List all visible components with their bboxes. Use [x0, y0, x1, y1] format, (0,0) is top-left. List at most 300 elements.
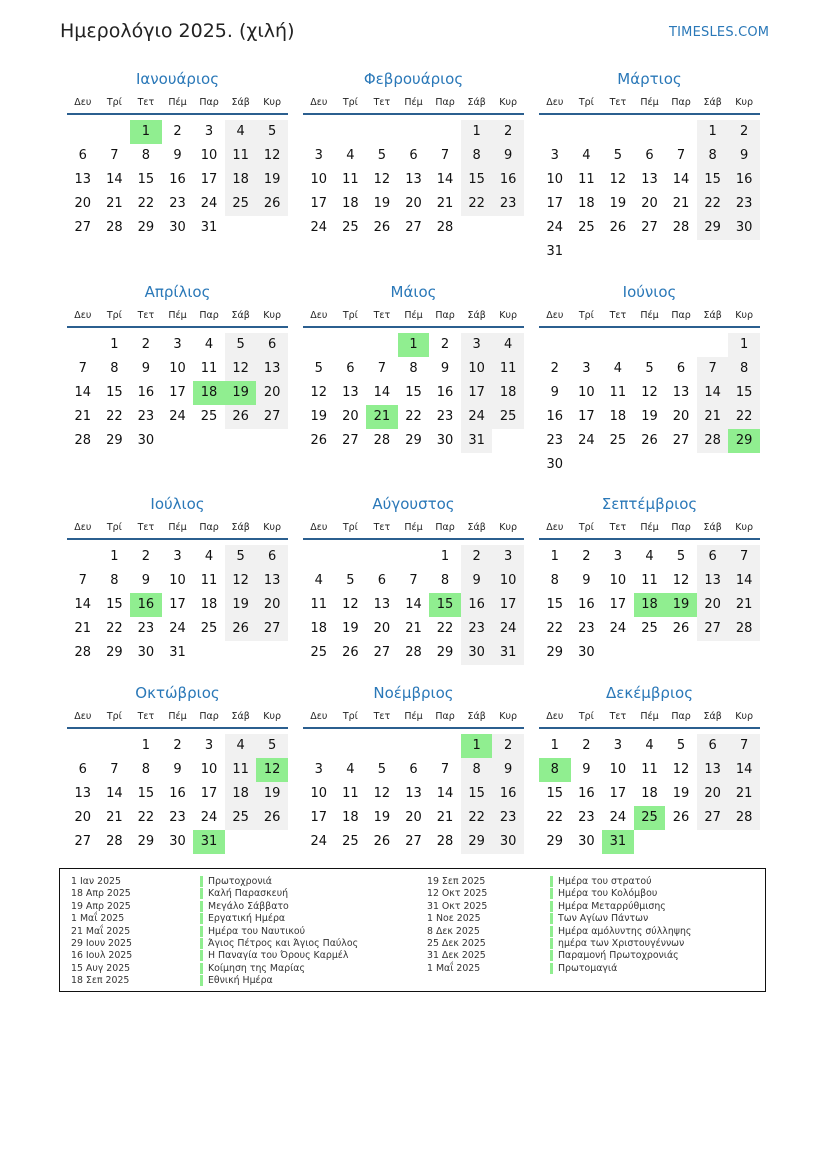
day-cell: 15 — [461, 168, 493, 192]
weekday-header: Τετ — [609, 97, 627, 108]
holiday-name: Κοίμηση της Μαρίας — [200, 963, 305, 974]
weekday-header: Τρί — [106, 310, 122, 321]
day-cell: 31 — [461, 429, 493, 453]
day-cell: 20 — [405, 196, 422, 211]
day-cell: 21 — [74, 621, 92, 636]
day-cell: 8 — [728, 357, 760, 381]
weekday-header: Πέμ — [640, 310, 659, 321]
month-name: Ιανουάριος — [135, 70, 219, 88]
month-header-rule — [303, 113, 524, 115]
holiday-day-cell: 31 — [193, 830, 225, 854]
day-cell: 17 — [169, 597, 186, 612]
holiday-day-cell: 19 — [665, 593, 697, 617]
day-cell: 17 — [310, 196, 328, 211]
day-cell: 2 — [440, 337, 450, 352]
weekday-header: Πέμ — [404, 711, 423, 722]
day-cell: 24 — [169, 621, 186, 636]
weekday-header: Δευ — [310, 711, 328, 722]
holiday-name: Ημέρα αμόλυντης σύλληψης — [550, 926, 691, 937]
day-cell: 29 — [106, 645, 123, 660]
day-cell: 3 — [173, 337, 182, 352]
day-cell: 23 — [578, 810, 595, 825]
day-cell: 26 — [256, 806, 288, 830]
day-cell: 22 — [106, 409, 123, 424]
day-cell: 24 — [546, 220, 564, 235]
day-cell: 11 — [609, 385, 627, 400]
day-cell: 12 — [609, 172, 627, 187]
day-cell: 26 — [225, 617, 257, 641]
holiday-name: Καλή Παρασκευή — [200, 888, 288, 899]
day-cell: 5 — [377, 762, 387, 777]
holiday-name: ημέρα των Χριστουγέννων — [550, 938, 684, 949]
day-cell: 4 — [645, 738, 654, 753]
day-cell: 13 — [672, 385, 690, 400]
day-cell: 7 — [377, 361, 387, 376]
day-cell: 5 — [225, 545, 257, 569]
holiday-date: 16 Ιουλ 2025 — [71, 950, 133, 962]
day-cell: 4 — [613, 361, 623, 376]
day-cell: 14 — [436, 786, 454, 801]
day-cell: 24 — [200, 196, 218, 211]
weekday-header: Τρί — [578, 310, 594, 321]
day-cell: 16 — [728, 168, 760, 192]
holiday-date: 31 Δεκ 2025 — [427, 950, 486, 962]
day-cell: 9 — [141, 361, 151, 376]
day-cell: 6 — [346, 361, 355, 376]
day-cell: 2 — [582, 549, 591, 564]
day-cell: 24 — [310, 220, 328, 235]
day-cell: 25 — [609, 433, 627, 448]
day-cell: 9 — [440, 361, 450, 376]
day-cell: 27 — [697, 617, 729, 641]
day-cell: 3 — [492, 545, 524, 569]
day-cell: 23 — [461, 617, 493, 641]
day-cell: 2 — [173, 738, 182, 753]
day-cell: 8 — [141, 762, 151, 777]
weekday-header: Σάβ — [231, 711, 250, 722]
day-cell: 29 — [461, 830, 493, 854]
day-cell: 26 — [672, 621, 690, 636]
weekday-header: Τρί — [342, 711, 358, 722]
month-name: Αύγουστος — [372, 495, 455, 513]
holiday-day-cell: 1 — [461, 734, 493, 758]
day-cell: 11 — [200, 573, 218, 588]
month-header-rule — [67, 326, 288, 328]
day-cell: 2 — [141, 549, 151, 564]
day-cell: 6 — [409, 762, 418, 777]
day-cell: 3 — [582, 361, 591, 376]
day-cell: 23 — [436, 409, 454, 424]
day-cell: 7 — [728, 734, 760, 758]
day-cell: 21 — [74, 409, 92, 424]
month-name: Μάιος — [390, 283, 437, 301]
day-cell: 16 — [436, 385, 454, 400]
holiday-date: 1 Μαΐ 2025 — [427, 962, 481, 974]
day-cell: 4 — [204, 337, 214, 352]
month-header-rule — [303, 727, 524, 729]
holiday-day-cell: 31 — [602, 830, 634, 854]
weekday-header: Τρί — [106, 97, 122, 108]
day-cell: 18 — [342, 196, 359, 211]
weekday-header: Τετ — [137, 522, 155, 533]
day-cell: 4 — [204, 549, 214, 564]
holiday-date: 18 Απρ 2025 — [71, 888, 131, 900]
day-cell: 28 — [728, 617, 760, 641]
day-cell: 26 — [672, 810, 690, 825]
day-cell: 9 — [173, 148, 182, 163]
day-cell: 20 — [74, 810, 92, 825]
day-cell: 30 — [546, 457, 564, 472]
holiday-date: 8 Δεκ 2025 — [427, 925, 480, 937]
day-cell: 8 — [550, 573, 559, 588]
weekday-header: Παρ — [435, 97, 455, 108]
day-cell: 16 — [578, 786, 595, 801]
weekday-header: Σάβ — [703, 97, 722, 108]
month-header-rule — [67, 727, 288, 729]
day-cell: 16 — [546, 409, 564, 424]
day-cell: 19 — [672, 786, 690, 801]
day-cell: 21 — [405, 621, 422, 636]
day-cell: 12 — [672, 762, 690, 777]
day-cell: 25 — [342, 220, 359, 235]
weekday-header: Κυρ — [263, 522, 282, 533]
day-cell: 5 — [613, 148, 623, 163]
weekday-header: Παρ — [435, 711, 455, 722]
day-cell: 7 — [409, 573, 418, 588]
day-cell: 20 — [373, 621, 391, 636]
weekday-header: Κυρ — [735, 97, 754, 108]
day-cell: 1 — [697, 120, 729, 144]
weekday-header: Παρ — [671, 97, 691, 108]
day-cell: 20 — [697, 593, 729, 617]
day-cell: 6 — [676, 361, 686, 376]
day-cell: 30 — [578, 834, 595, 849]
day-cell: 18 — [200, 597, 218, 612]
day-cell: 24 — [609, 810, 627, 825]
day-cell: 27 — [672, 433, 690, 448]
day-cell: 16 — [169, 172, 186, 187]
day-cell: 19 — [609, 196, 627, 211]
holiday-name: Εργατική Ημέρα — [200, 913, 285, 924]
weekday-header: Τρί — [342, 97, 358, 108]
day-cell: 2 — [141, 337, 151, 352]
weekday-header: Δευ — [310, 522, 328, 533]
weekday-header: Παρ — [671, 522, 691, 533]
day-cell: 21 — [728, 593, 760, 617]
day-cell: 25 — [342, 834, 359, 849]
weekday-header: Κυρ — [735, 310, 754, 321]
day-cell: 23 — [137, 621, 155, 636]
day-cell: 28 — [436, 220, 454, 235]
day-cell: 4 — [346, 148, 355, 163]
day-cell: 10 — [169, 573, 186, 588]
day-cell: 13 — [641, 172, 658, 187]
day-cell: 7 — [728, 545, 760, 569]
day-cell: 19 — [310, 409, 328, 424]
day-cell: 27 — [405, 834, 422, 849]
day-cell: 30 — [728, 216, 760, 240]
month-name: Απρίλιος — [144, 283, 211, 301]
day-cell: 17 — [492, 593, 524, 617]
day-cell: 8 — [409, 361, 418, 376]
weekday-header: Τετ — [373, 310, 391, 321]
day-cell: 25 — [578, 220, 595, 235]
day-cell: 18 — [225, 782, 257, 806]
day-cell: 17 — [546, 196, 564, 211]
month-name: Σεπτέμβριος — [601, 495, 698, 513]
day-cell: 30 — [436, 433, 454, 448]
weekday-header: Κυρ — [499, 522, 518, 533]
day-cell: 16 — [137, 385, 155, 400]
day-cell: 18 — [225, 168, 257, 192]
day-cell: 5 — [346, 573, 355, 588]
day-cell: 20 — [256, 593, 288, 617]
day-cell: 20 — [74, 196, 92, 211]
day-cell: 23 — [137, 409, 155, 424]
month-name: Δεκέμβριος — [605, 684, 693, 702]
day-cell: 30 — [137, 433, 155, 448]
day-cell: 7 — [697, 357, 729, 381]
day-cell: 23 — [578, 621, 595, 636]
holiday-name: Ημέρα Μεταρρύθμισης — [550, 901, 666, 912]
month-header-rule — [539, 326, 760, 328]
day-cell: 20 — [342, 409, 359, 424]
day-cell: 15 — [106, 385, 123, 400]
day-cell: 28 — [106, 220, 123, 235]
day-cell: 21 — [436, 196, 454, 211]
day-cell: 7 — [440, 762, 450, 777]
day-cell: 30 — [492, 830, 524, 854]
weekday-header: Τετ — [137, 310, 155, 321]
month-name: Νοέμβριος — [373, 684, 454, 702]
day-cell: 11 — [641, 573, 658, 588]
weekday-header: Τρί — [342, 310, 358, 321]
day-cell: 13 — [342, 385, 359, 400]
weekday-header: Σάβ — [467, 97, 486, 108]
holiday-day-cell: 1 — [130, 120, 162, 144]
day-cell: 27 — [256, 617, 288, 641]
day-cell: 26 — [609, 220, 627, 235]
day-cell: 18 — [492, 381, 524, 405]
day-cell: 9 — [141, 573, 151, 588]
day-cell: 12 — [672, 573, 690, 588]
day-cell: 2 — [728, 120, 760, 144]
day-cell: 12 — [310, 385, 328, 400]
month-header-rule — [539, 727, 760, 729]
day-cell: 22 — [436, 621, 454, 636]
holiday-date: 15 Αυγ 2025 — [71, 962, 131, 974]
day-cell: 5 — [676, 738, 686, 753]
day-cell: 25 — [200, 409, 218, 424]
holiday-date: 31 Οκτ 2025 — [427, 900, 488, 912]
weekday-header: Σάβ — [703, 522, 722, 533]
day-cell: 26 — [225, 405, 257, 429]
day-cell: 25 — [200, 621, 218, 636]
weekday-header: Κυρ — [263, 97, 282, 108]
day-cell: 8 — [440, 573, 450, 588]
day-cell: 26 — [342, 645, 359, 660]
day-cell: 11 — [641, 762, 658, 777]
day-cell: 29 — [546, 645, 564, 660]
day-cell: 21 — [728, 782, 760, 806]
month-header-rule — [303, 538, 524, 540]
day-cell: 27 — [74, 834, 92, 849]
day-cell: 21 — [697, 405, 729, 429]
weekday-header: Σάβ — [703, 310, 722, 321]
holiday-legend — [59, 868, 766, 992]
day-cell: 22 — [461, 806, 493, 830]
holiday-day-cell: 16 — [130, 593, 162, 617]
day-cell: 20 — [672, 409, 690, 424]
day-cell: 15 — [137, 786, 155, 801]
day-cell: 10 — [169, 361, 186, 376]
day-cell: 3 — [173, 549, 182, 564]
day-cell: 24 — [310, 834, 328, 849]
weekday-header: Σάβ — [467, 522, 486, 533]
holiday-date: 19 Απρ 2025 — [71, 900, 131, 912]
holiday-date: 25 Δεκ 2025 — [427, 938, 486, 949]
weekday-header: Σάβ — [231, 310, 250, 321]
day-cell: 11 — [225, 758, 257, 782]
day-cell: 26 — [310, 433, 328, 448]
day-cell: 1 — [550, 549, 559, 564]
holiday-name: Των Αγίων Πάντων — [550, 913, 648, 924]
month-header-rule — [67, 113, 288, 115]
day-cell: 12 — [373, 786, 391, 801]
weekday-header: Κυρ — [735, 522, 754, 533]
day-cell: 5 — [225, 333, 257, 357]
weekday-header: Τετ — [137, 97, 155, 108]
day-cell: 23 — [169, 196, 186, 211]
weekday-header: Τρί — [106, 711, 122, 722]
day-cell: 3 — [461, 333, 493, 357]
day-cell: 14 — [672, 172, 690, 187]
holiday-name: Ημέρα του Κολόμβου — [550, 888, 657, 899]
day-cell: 21 — [436, 810, 454, 825]
day-cell: 6 — [256, 545, 288, 569]
day-cell: 6 — [78, 148, 87, 163]
day-cell: 28 — [728, 806, 760, 830]
holiday-day-cell: 21 — [366, 405, 398, 429]
day-cell: 26 — [373, 834, 391, 849]
day-cell: 1 — [110, 337, 119, 352]
weekday-header: Παρ — [199, 522, 219, 533]
weekday-header: Κυρ — [735, 711, 754, 722]
day-cell: 15 — [546, 786, 564, 801]
day-cell: 8 — [461, 758, 493, 782]
day-cell: 17 — [200, 172, 218, 187]
holiday-name: Πρωτομαγιά — [550, 963, 617, 974]
weekday-header: Δευ — [74, 310, 92, 321]
day-cell: 10 — [546, 172, 564, 187]
weekday-header: Σάβ — [703, 711, 722, 722]
day-cell: 3 — [314, 762, 323, 777]
holiday-date: 1 Νοε 2025 — [427, 913, 481, 925]
weekday-header: Κυρ — [499, 711, 518, 722]
weekday-header: Δευ — [310, 310, 328, 321]
day-cell: 30 — [169, 834, 186, 849]
day-cell: 15 — [405, 385, 422, 400]
day-cell: 7 — [110, 762, 119, 777]
day-cell: 18 — [342, 810, 359, 825]
day-cell: 10 — [200, 148, 218, 163]
day-cell: 23 — [728, 192, 760, 216]
holiday-day-cell: 19 — [225, 381, 257, 405]
weekday-header: Πέμ — [168, 97, 187, 108]
day-cell: 22 — [137, 810, 155, 825]
day-cell: 28 — [672, 220, 690, 235]
weekday-header: Σάβ — [231, 97, 250, 108]
day-cell: 7 — [676, 148, 686, 163]
day-cell: 31 — [546, 244, 564, 259]
holiday-day-cell: 1 — [398, 333, 430, 357]
weekday-header: Πέμ — [640, 97, 659, 108]
day-cell: 16 — [492, 168, 524, 192]
day-cell: 6 — [645, 148, 654, 163]
day-cell: 19 — [256, 168, 288, 192]
day-cell: 28 — [106, 834, 123, 849]
day-cell: 5 — [377, 148, 387, 163]
holiday-name: Ημέρα του στρατού — [550, 876, 652, 887]
day-cell: 27 — [256, 405, 288, 429]
holiday-name: Άγιος Πέτρος και Άγιος Παύλος — [200, 938, 358, 949]
day-cell: 8 — [110, 361, 119, 376]
day-cell: 11 — [310, 597, 328, 612]
weekday-header: Παρ — [199, 97, 219, 108]
day-cell: 6 — [409, 148, 418, 163]
day-cell: 29 — [546, 834, 564, 849]
holiday-day-cell: 15 — [429, 593, 461, 617]
day-cell: 2 — [582, 738, 591, 753]
weekday-header: Δευ — [546, 310, 564, 321]
day-cell: 18 — [578, 196, 595, 211]
day-cell: 10 — [492, 569, 524, 593]
day-cell: 3 — [204, 738, 214, 753]
month-name: Φεβρουάριος — [363, 70, 464, 88]
day-cell: 15 — [137, 172, 155, 187]
day-cell: 8 — [461, 144, 493, 168]
day-cell: 19 — [641, 409, 658, 424]
day-cell: 26 — [373, 220, 391, 235]
day-cell: 19 — [256, 782, 288, 806]
day-cell: 30 — [169, 220, 186, 235]
day-cell: 14 — [697, 381, 729, 405]
day-cell: 29 — [697, 216, 729, 240]
holiday-date: 21 Μαΐ 2025 — [71, 925, 131, 937]
day-cell: 12 — [373, 172, 391, 187]
day-cell: 26 — [256, 192, 288, 216]
day-cell: 6 — [78, 762, 87, 777]
day-cell: 13 — [405, 172, 422, 187]
day-cell: 24 — [492, 617, 524, 641]
weekday-header: Δευ — [74, 97, 92, 108]
day-cell: 5 — [314, 361, 323, 376]
holiday-day-cell: 8 — [539, 758, 571, 782]
day-cell: 24 — [578, 433, 595, 448]
site-link[interactable]: TIMESLES.COM — [669, 25, 770, 40]
day-cell: 13 — [697, 569, 729, 593]
day-cell: 25 — [492, 405, 524, 429]
day-cell: 4 — [492, 333, 524, 357]
day-cell: 22 — [137, 196, 155, 211]
day-cell: 9 — [550, 385, 559, 400]
day-cell: 28 — [405, 645, 422, 660]
day-cell: 9 — [582, 573, 591, 588]
day-cell: 21 — [106, 196, 123, 211]
day-cell: 15 — [461, 782, 493, 806]
day-cell: 16 — [492, 782, 524, 806]
day-cell: 15 — [546, 597, 564, 612]
